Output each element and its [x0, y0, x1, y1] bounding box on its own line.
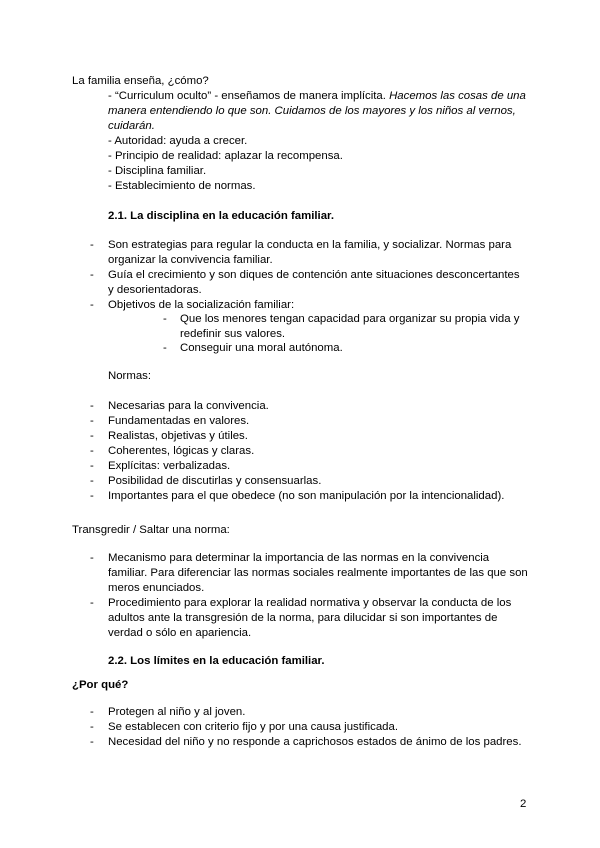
bullet-dash: - — [90, 299, 94, 311]
intro-item: - Establecimiento de normas. — [108, 180, 256, 192]
bullet-dash: - — [90, 490, 94, 502]
norma-item: Coherentes, lógicas y claras. — [108, 445, 255, 457]
section-21-title: 2.1. La disciplina en la educación familiar. — [108, 210, 334, 222]
limites-bullet: Protegen al niño y al joven. — [108, 706, 246, 718]
bullet-dash: - — [90, 460, 94, 472]
transgredir-heading: Transgredir / Saltar una norma: — [72, 524, 230, 536]
norma-item: Fundamentadas en valores. — [108, 415, 250, 427]
intro-item: - Principio de realidad: aplazar la recompensa. — [108, 150, 343, 162]
curriculum-normal-text: - “Curriculum oculto” - enseñamos de manera implícita. — [108, 90, 390, 102]
bullet-dash: - — [90, 445, 94, 457]
curriculum-paragraph — [108, 89, 528, 134]
curriculum-italic-text: Hacemos las cosas de una manera entendiendo lo que son. Cuidamos de los mayores y los niños al vernos, cuidarán. — [108, 90, 526, 132]
bullet-dash: - — [90, 475, 94, 487]
section-21-bullet: Guía el crecimiento y son diques de contención ante situaciones desconcertantes y desorientadoras. — [108, 269, 520, 296]
bullet-dash: - — [90, 400, 94, 412]
bullet-dash: - — [90, 239, 94, 251]
section-22-title: 2.2. Los límites en la educación familiar. — [108, 655, 325, 667]
norma-item: Necesarias para la convivencia. — [108, 400, 269, 412]
norma-item: Explícitas: verbalizadas. — [108, 460, 231, 472]
normas-label: Normas: — [108, 370, 152, 382]
section-21-bullet: Objetivos de la socialización familiar: — [108, 299, 295, 311]
objective-sub-bullet: Que los menores tengan capacidad para organizar su propia vida y redefinir sus valores. — [180, 313, 520, 340]
bullet-dash: - — [90, 552, 94, 564]
page-number: 2 — [520, 798, 527, 810]
limites-bullet: Necesidad del niño y no responde a caprichosos estados de ánimo de los padres. — [108, 736, 522, 748]
intro-item: - Disciplina familiar. — [108, 165, 207, 177]
section-21-bullet: Son estrategias para regular la conducta en la familia, y socializar. Normas para organizar la convivencia familiar. — [108, 239, 512, 266]
bullet-dash: - — [90, 736, 94, 748]
transgredir-bullet: Procedimiento para explorar la realidad normativa y observar la conducta de los adultos ante la transgresión de la norma, para dilucidar si son importantes de verdad o sólo en apariencia. — [108, 597, 512, 639]
bullet-dash: - — [90, 706, 94, 718]
bullet-dash: - — [90, 597, 94, 609]
bullet-dash: - — [90, 430, 94, 442]
bullet-dash: - — [90, 721, 94, 733]
bullet-dash: - — [90, 415, 94, 427]
section-22-subheading: ¿Por qué? — [72, 679, 129, 691]
bullet-dash: - — [90, 269, 94, 281]
objective-sub-bullet: Conseguir una moral autónoma. — [180, 342, 343, 354]
sub-bullet-dash: - — [163, 313, 167, 325]
sub-bullet-dash: - — [163, 342, 167, 354]
transgredir-bullet: Mecanismo para determinar la importancia de las normas en la convivencia familiar. Para diferenciar las normas sociales realmente importantes de las que son meros enunciados. — [108, 552, 528, 594]
limites-bullet: Se establecen con criterio fijo y por una causa justificada. — [108, 721, 398, 733]
norma-item: Realistas, objetivas y útiles. — [108, 430, 248, 442]
intro-item: - Autoridad: ayuda a crecer. — [108, 135, 248, 147]
intro-heading: La familia enseña, ¿cómo? — [72, 75, 209, 87]
norma-item: Posibilidad de discutirlas y consensuarlas. — [108, 475, 322, 487]
norma-item: Importantes para el que obedece (no son manipulación por la intencionalidad). — [108, 490, 505, 502]
